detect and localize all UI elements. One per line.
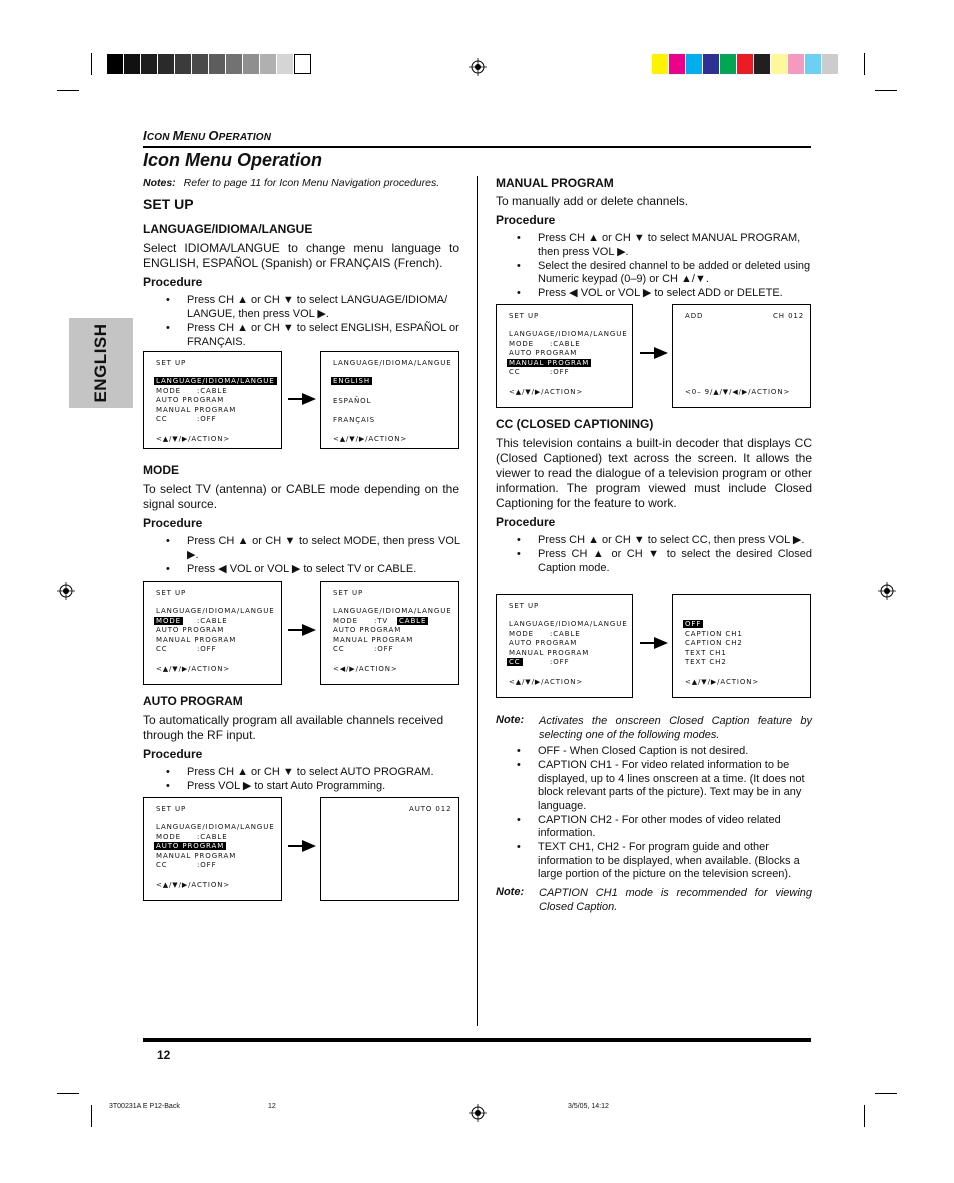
manual-program-heading: MANUAL PROGRAM [496,176,614,190]
list-item: • Press CH ▲ or CH ▼ to select MODE, then press VOL ▶. [187,535,460,562]
tv-menu-screen: OFF CAPTION CH1 CAPTION CH2 TEXT CH1 TEXT CH2 <▲/▼/▶/ACTION> [672,594,811,698]
list-item: • Press CH ▲ or CH ▼ to select AUTO PROGRAM. [187,766,460,780]
menu-action-hint: <0– 9/▲/▼/◀/▶/ACTION> [685,388,791,396]
tv-menu-screen: SET UP LANGUAGE/IDIOMA/LANGUE MODE :CABLE AUTO PROGRAM MANUAL PROGRAM CC :OFF <▲/▼/▶/ACTION> [496,304,633,408]
option-text-ch1: TEXT CH1 [685,649,727,657]
option-cable: CABLE [399,617,427,625]
list-item: • Press CH ▲ or CH ▼ to select ENGLISH, ESPAÑOL or FRANÇAIS. [187,322,460,349]
page-title: Icon Menu Operation [143,150,323,170]
language-description: Select IDIOMA/LANGUE to change menu language to ENGLISH, ESPAÑOL (Spanish) or FRANÇAIS (French). [143,241,459,270]
manual-program-steps [538,232,812,301]
arrow-right-icon [640,637,668,649]
registration-mark-icon [469,1104,487,1122]
crop-mark [875,1093,897,1094]
cc-modes-list [538,745,812,882]
auto-program-procedure-heading: Procedure [143,747,203,761]
option-add: ADD [685,312,704,320]
note-text: CAPTION CH1 mode is recommended for viewing Closed Caption. [539,887,812,913]
cc-heading: CC (CLOSED CAPTIONING) [496,417,654,431]
menu-item-auto: AUTO PROGRAM [156,396,225,404]
print-timestamp: 3/5/05, 14:12 [568,1103,609,1110]
option-caption-ch2: CAPTION CH2 [685,639,743,647]
option-caption-ch1: CAPTION CH1 [685,630,743,638]
header-rule [143,146,811,148]
crop-mark [57,90,79,91]
option-off: OFF [685,620,702,628]
option-francais: FRANÇAIS [333,416,376,424]
language-procedure-heading: Procedure [143,275,203,289]
registration-mark-icon [469,58,487,76]
list-item: • Press CH ▲ or CH ▼ to select LANGUAGE/IDIOMA/ LANGUE, then press VOL ▶. [187,294,460,321]
manual-program-description: To manually add or delete channels. [496,194,689,208]
notes: Notes: Refer to page 11 for Icon Menu Navigation procedures. [143,177,440,189]
option-english: ENGLISH [333,377,371,385]
option-espanol: ESPAÑOL [333,397,372,405]
menu-item-auto: AUTO PROGRAM [156,842,225,850]
tv-menu-screen: SET UP LANGUAGE/IDIOMA/LANGUE MODE :CABLE AUTO PROGRAM MANUAL PROGRAM CC :OFF <▲/▼/▶/ACTION> [143,797,282,901]
mode-steps [187,535,460,577]
tv-menu-screen: SET UP LANGUAGE/IDIOMA/LANGUE MODE :CABLE AUTO PROGRAM MANUAL PROGRAM CC :OFF <▲/▼/▶/ACTION> [143,581,282,685]
list-item: • CAPTION CH1 - For video related information to be displayed, up to 4 lines onscreen at a time. (It does not block relevant parts of the picture). Text may be in any language. [538,759,812,813]
grayscale-calibration-bar [107,54,311,74]
arrow-right-icon [288,624,316,636]
tv-menu-screen: SET UP LANGUAGE/IDIOMA/LANGUE MODE :CABLE AUTO PROGRAM MANUAL PROGRAM CC :OFF <▲/▼/▶/ACTION> [496,594,633,698]
auto-program-channel: AUTO 012 [409,805,452,813]
cc-steps [538,534,812,576]
menu-action-hint: <▲/▼/▶/ACTION> [333,435,408,443]
note-label: Note: [496,886,525,898]
menu-item-mode: MODE [156,617,181,625]
page-number: 12 [157,1048,171,1062]
section-title: ICON MENU OPERATION [143,128,272,143]
english-side-tab: ENGLISH [69,318,133,408]
registration-mark-icon [878,582,896,600]
mode-heading: MODE [143,463,179,477]
color-calibration-bar [652,54,839,74]
list-item: • CAPTION CH2 - For other modes of video related information. [538,814,812,841]
crop-mark [864,53,865,75]
auto-program-steps [187,766,460,794]
option-text-ch2: TEXT CH2 [685,658,727,666]
tv-menu-screen: SET UP LANGUAGE/IDIOMA/LANGUE MODE :TV CABLE AUTO PROGRAM MANUAL PROGRAM CC :OFF <◀/▶/ACTION> [320,581,459,685]
manual-channel: CH 012 [773,312,805,320]
column-divider [477,176,478,1026]
menu-action-hint: <▲/▼/▶/ACTION> [156,435,231,443]
list-item: • OFF - When Closed Caption is not desired. [538,745,812,759]
arrow-right-icon [640,347,668,359]
menu-item-language: LANGUAGE/IDIOMA/LANGUE [156,377,275,385]
language-heading: LANGUAGE/IDIOMA/LANGUE [143,222,313,236]
print-page-ref: 12 [268,1103,276,1110]
registration-mark-icon [57,582,75,600]
mode-description: To select TV (antenna) or CABLE mode depending on the signal source. [143,482,459,511]
list-item: • Press CH ▲ or CH ▼ to select CC, then press VOL ▶. [538,534,812,548]
crop-mark [57,1093,79,1094]
crop-mark [875,90,897,91]
print-doc-id: 3T00231A E P12-Back [109,1103,180,1110]
note-text: Activates the onscreen Closed Caption feature by selecting one of the following modes. [539,715,812,741]
arrow-right-icon [288,393,316,405]
tv-menu-screen [320,797,459,901]
crop-mark [91,53,92,75]
list-item: • TEXT CH1, CH2 - For program guide and other information to be displayed, when available. (Blocks a large portion of the picture on the television screen). [538,841,812,882]
footer-rule [143,1038,811,1042]
crop-mark [91,1105,92,1127]
manual-program-procedure-heading: Procedure [496,213,556,227]
menu-item-mode: MODE [156,387,181,395]
list-item: • Press VOL ▶ to start Auto Programming. [187,780,460,794]
auto-program-description: To automatically program all available channels received through the RF input. [143,713,444,742]
tv-menu-screen: LANGUAGE/IDIOMA/LANGUE ENGLISH ESPAÑOL FRANÇAIS <▲/▼/▶/ACTION> [320,351,459,449]
menu-title: SET UP [156,359,187,367]
list-item: • Press ◀ VOL or VOL ▶ to select TV or CABLE. [187,563,460,577]
tv-menu-screen [672,304,811,408]
menu-item-manual: MANUAL PROGRAM [156,406,237,414]
list-item: • Press CH ▲ or CH ▼ to select MANUAL PROGRAM, then press VOL ▶. [538,232,812,259]
crop-mark [864,1105,865,1127]
list-item: • Press CH ▲ or CH ▼ to select the desired Closed Caption mode. [538,548,812,575]
list-item: • Select the desired channel to be added or deleted using Numeric keypad (0–9) or CH ▲/▼. [538,260,812,287]
cc-procedure-heading: Procedure [496,515,556,529]
menu-item-cc: CC [156,415,168,423]
cc-description: This television contains a built-in decoder that displays CC (Closed Captioned) text across the screen. It allows the viewer to read the dialogue of a television program or other information. The program viewed must include Closed Captioning for the feature to work. [496,436,812,510]
menu-item-manual: MANUAL PROGRAM [509,359,590,367]
mode-procedure-heading: Procedure [143,516,203,530]
setup-heading: SET UP [143,196,194,212]
arrow-right-icon [288,840,316,852]
note-label: Note: [496,714,525,726]
auto-program-heading: AUTO PROGRAM [143,694,243,708]
menu-item-cc: CC [509,658,521,666]
list-item: • Press ◀ VOL or VOL ▶ to select ADD or DELETE. [538,287,812,301]
language-steps [187,294,460,350]
tv-menu-screen: SET UP LANGUAGE/IDIOMA/LANGUE MODE :CABLE AUTO PROGRAM MANUAL PROGRAM CC :OFF <▲/▼/▶/ACTION> [143,351,282,449]
